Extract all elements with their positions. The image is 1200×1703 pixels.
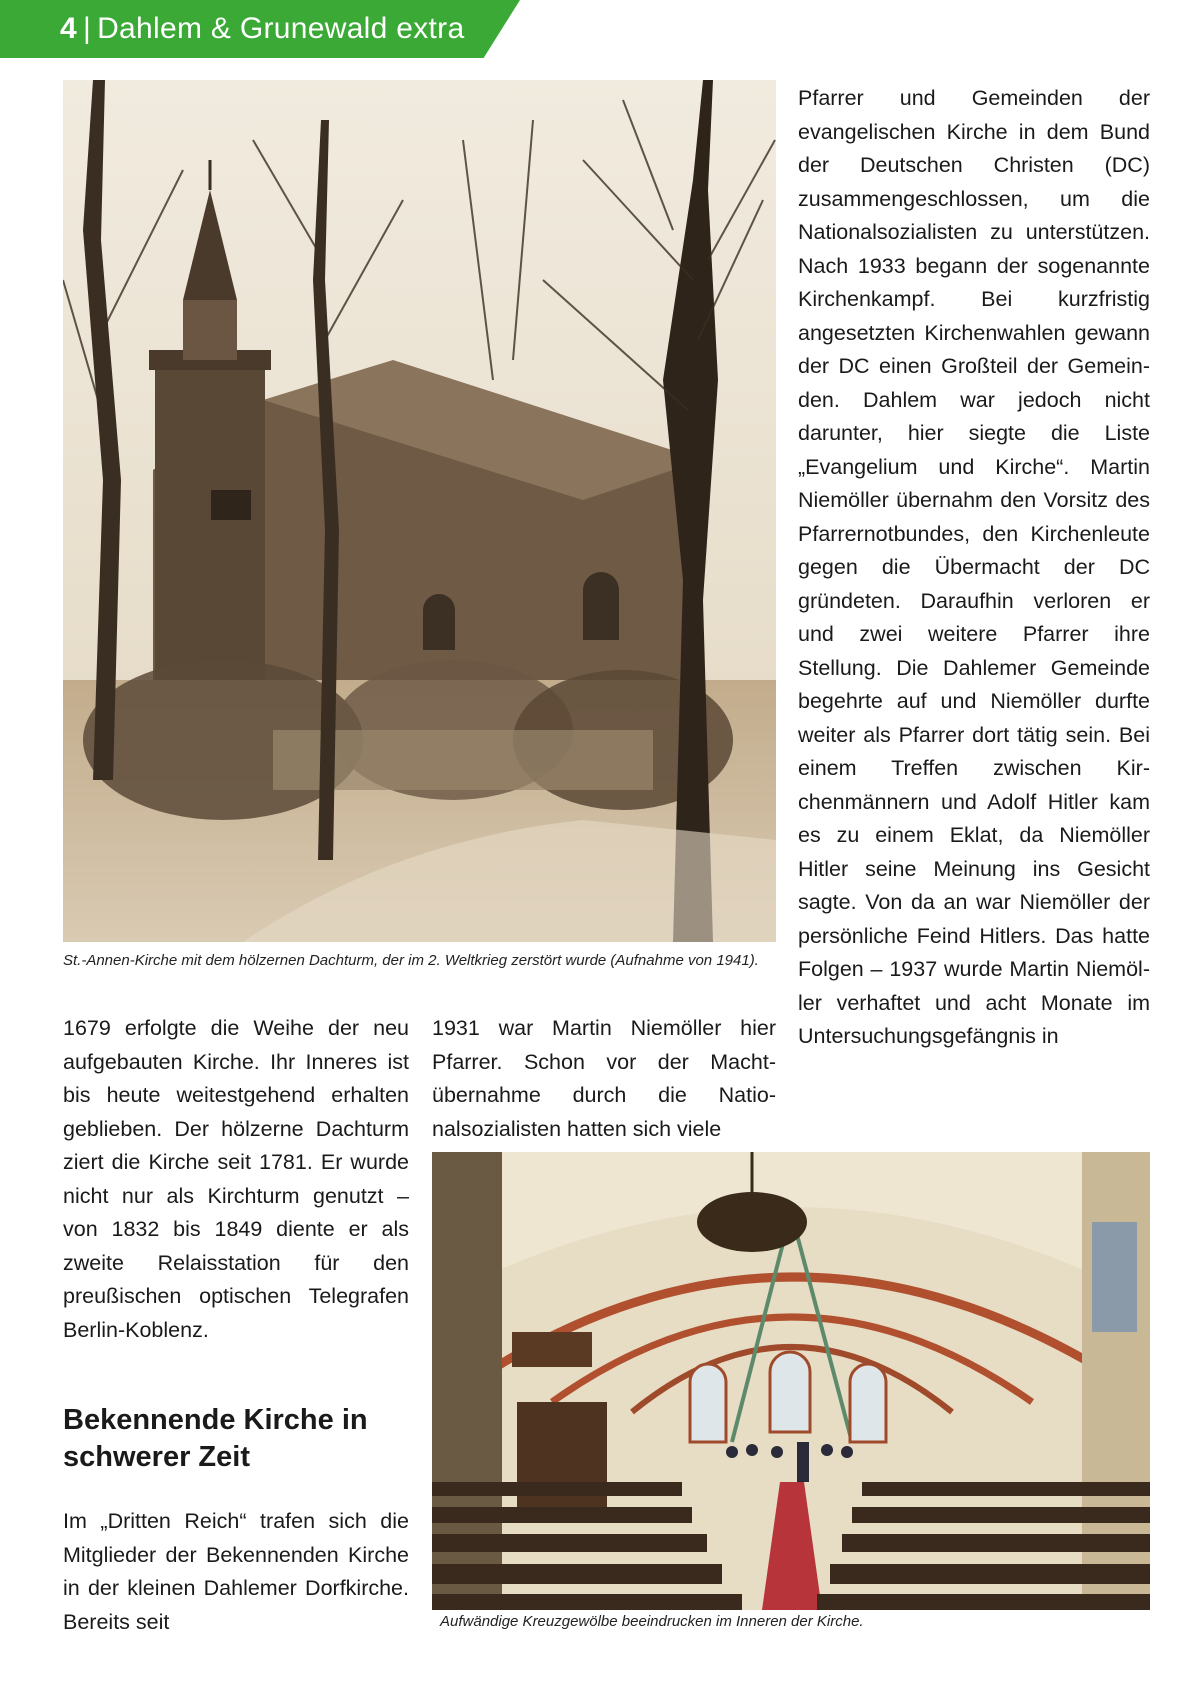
church-photo-illustration bbox=[63, 80, 776, 942]
article-column-1 bbox=[63, 1012, 409, 1347]
article-paragraph: Pfarrer und Gemeinden der evangelischen Kirche in dem Bund der Deutschen Christen (DC) zusammengeschlossen, um die Nationalsozialisten zu unterstützen. Nach 1933 begann der sogenannte Kirchenkampf. Bei kurzfristig angesetzten Kirchenwahlen gewann der DC einen Großteil der Gemeinden. Dahlem war jedoch nicht darunter, hier siegte die Liste „Evangelium und Kirche“. Martin Niemöller übernahm den Vorsitz des Pfarrernotbundes, den Kirchenleute gegen die Übermacht der DC gründeten. Daraufhin verloren er und zwei weitere Pfarrer ihre Stellung. Die Dahlemer Gemeinde begehrte auf und Niemöller durfte weiter als Pfarrer dort tätig sein. Bei einem Treffen zwischen Kirchenmännern und Adolf Hitler kam es zu einem Eklat, da Niemöller Hitler seine Meinung ins Gesicht sagte. Von da an war Niemöller der persönliche Feind Hitlers. Das hatte Folgen – 1937 wurde Martin Niemöller verhaftet und acht Monate im Untersuchungsgefängnis in bbox=[798, 86, 1150, 1048]
church-photo-caption: St.-Annen-Kirche mit dem hölzernen Dachturm, der im 2. Weltkrieg zerstört wurde (Aufnahme von 1941). bbox=[63, 952, 759, 969]
article-column-2 bbox=[432, 1012, 776, 1146]
header-separator: | bbox=[83, 12, 92, 45]
article-paragraph: Im „Dritten Reich“ trafen sich die Mitglieder der Bekennenden Kirche in der kleinen Dahlemer Dorfkirche. Bereits seit bbox=[63, 1509, 409, 1634]
article-column-3 bbox=[798, 82, 1150, 1054]
page-number: 4 bbox=[60, 12, 77, 45]
section-title: Dahlem & Grunewald extra bbox=[97, 12, 465, 45]
section-heading: Bekennende Kirche in schwerer Zeit bbox=[63, 1404, 368, 1473]
article-paragraph: 1679 erfolgte die Weihe der neu aufgebauten Kirche. Ihr Inneres ist bis heute weitestgehend erhalten geblieben. Der hölzerne Dachturm ziert die Kirche seit 1781. Er wurde nicht nur als Kirchturm genutzt – von 1832 bis 1849 diente er als zweite Relaisstation für den preußischen optischen Telegrafen Berlin-Koblenz. bbox=[63, 1016, 409, 1342]
church-interior-illustration bbox=[432, 1152, 1150, 1610]
article-column-1-continued bbox=[63, 1505, 409, 1639]
page-header bbox=[60, 12, 464, 46]
church-interior-photo bbox=[432, 1152, 1150, 1610]
article-paragraph: 1931 war Martin Niemöller hier Pfarrer. Schon vor der Machtübernahme durch die Nationalsozialisten hatten sich viele bbox=[432, 1016, 776, 1141]
interior-photo-caption: Aufwändige Kreuzgewölbe beeindrucken im Inneren der Kirche. bbox=[440, 1613, 864, 1630]
church-photo bbox=[63, 80, 776, 942]
